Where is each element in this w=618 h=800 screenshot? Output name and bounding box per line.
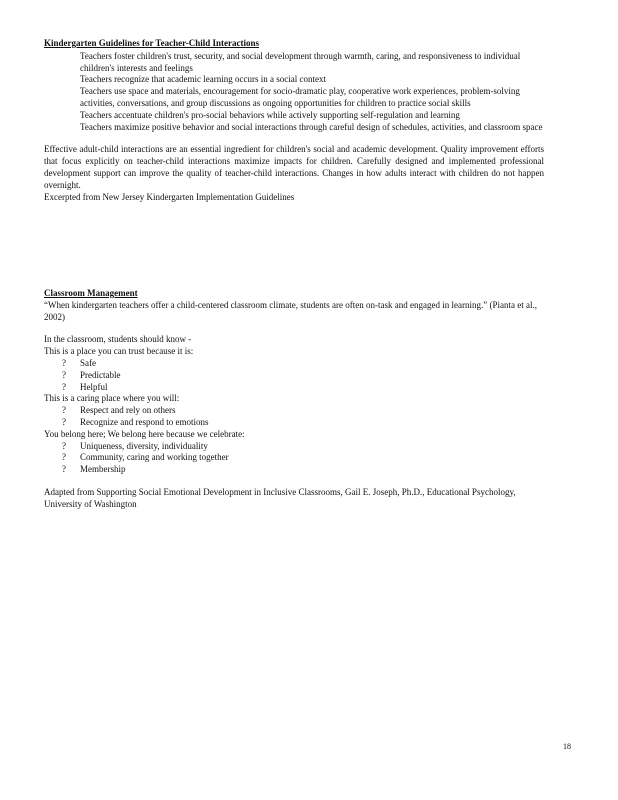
research-quote: “When kindergarten teachers offer a child-centered classroom climate, students are often on-task and engaged in learning.” (Pianta et al., 2002) — [44, 299, 537, 322]
classroom-management-section — [44, 288, 544, 511]
classroom-management-heading: Classroom Management — [44, 288, 138, 298]
list-item — [44, 86, 544, 110]
list-item — [44, 417, 544, 429]
question-mark-bullet: ? — [62, 405, 66, 416]
source-citation: Excerpted from New Jersey Kindergarten Implementation Guidelines — [44, 191, 295, 202]
group-lead: This is a place you can trust because it is: — [44, 346, 194, 357]
list-item-text: Uniqueness, diversity, individuality — [80, 440, 208, 451]
question-mark-bullet: ? — [62, 357, 66, 368]
list-item-text: Community, caring and working together — [80, 452, 229, 463]
page-number: 18 — [563, 742, 571, 751]
bullet-text: Teachers accentuate children's pro-social behaviors while actively supporting self-regulation and learning — [80, 109, 460, 120]
bullet-text: Teachers foster children's trust, security, and social development through warmth, caring, and responsiveness to individual children's interests and feelings — [80, 50, 521, 73]
interactions-paragraph: Effective adult-child interactions are an essential ingredient for children's social and academic development. Quality improvement efforts that focus explicitly on teacher-child interactions maximize impacts for children. Carefully designed and implemented professional development support can improve the quality of teacher-child interactions. Changes in how adults interact with children do not happen overnight. — [44, 144, 544, 190]
list-item-text: Recognize and respond to emotions — [80, 416, 209, 427]
group-lead: This is a caring place where you will: — [44, 393, 180, 404]
list-item — [44, 122, 544, 134]
question-mark-bullet: ? — [62, 381, 66, 392]
list-item-text: Safe — [80, 357, 96, 368]
bullet-text: Teachers maximize positive behavior and social interactions through careful design of schedules, activities, and classroom space — [80, 121, 543, 132]
guidelines-section — [44, 38, 544, 203]
guidelines-bullet-list — [44, 51, 544, 134]
students-should-know-intro: In the classroom, students should know - — [44, 334, 192, 345]
list-item — [44, 405, 544, 417]
list-item — [44, 382, 544, 394]
bullet-text: Teachers recognize that academic learning occurs in a social context — [80, 74, 326, 85]
adapted-citation: Adapted from Supporting Social Emotional Development in Inclusive Classrooms, Gail E. Joseph, Ph.D., Educational Psychology, University of Washington — [44, 486, 516, 509]
bullet-text: Teachers use space and materials, encouragement for socio-dramatic play, cooperative work experiences, problem-solving activities, conversations, and group discussions as ongoing opportunities for children to practice social skills — [80, 86, 520, 108]
question-mark-bullet: ? — [62, 369, 66, 380]
group-lead: You belong here; We belong here because we celebrate: — [44, 428, 245, 439]
question-mark-bullet: ? — [62, 452, 66, 463]
guidelines-heading: Kindergarten Guidelines for Teacher-Child Interactions — [44, 38, 259, 48]
list-item-text: Respect and rely on others — [80, 405, 176, 416]
question-mark-bullet: ? — [62, 440, 66, 451]
list-item-text: Predictable — [80, 369, 121, 380]
question-mark-bullet: ? — [62, 416, 66, 427]
list-item-text: Helpful — [80, 381, 108, 392]
list-item — [44, 110, 544, 122]
list-item — [44, 464, 544, 476]
list-item — [44, 441, 544, 453]
list-item — [44, 74, 544, 86]
list-item-text: Membership — [80, 464, 126, 475]
list-item — [44, 370, 544, 382]
list-item — [44, 452, 544, 464]
list-item — [44, 358, 544, 370]
list-item — [44, 51, 544, 75]
question-mark-bullet: ? — [62, 464, 66, 475]
